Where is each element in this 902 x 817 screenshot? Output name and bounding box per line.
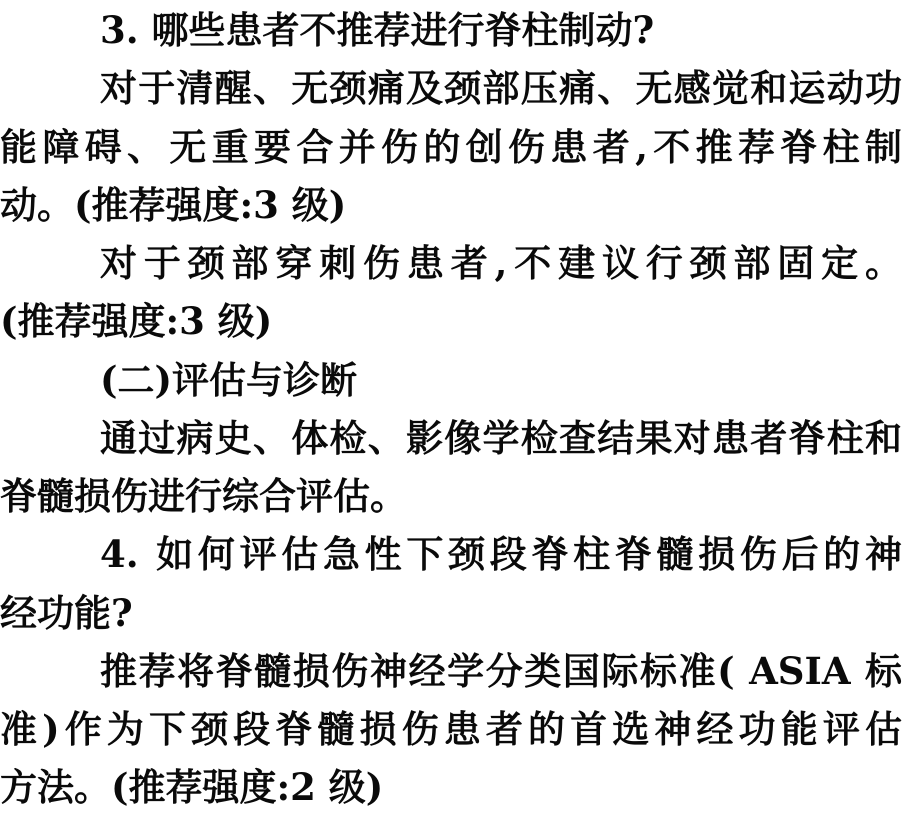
section-heading-evaluation-diagnosis: (二)评估与诊断 bbox=[100, 357, 358, 402]
recommendation-no-immobilization-line-1: 对于清醒、无颈痛及颈部压痛、无感觉和运动功 bbox=[100, 66, 902, 111]
question-4-heading-line-1: 4. 如何评估急性下颈段脊柱脊髓损伤后的神 bbox=[100, 532, 902, 577]
recommendation-penetrating-neck-line-2: (推荐强度:3 级) bbox=[0, 299, 273, 344]
recommendation-penetrating-neck-line-1: 对于颈部穿刺伤患者,不建议行颈部固定。 bbox=[100, 241, 902, 286]
asia-standard-recommendation-line-1: 推荐将脊髓损伤神经学分类国际标准( ASIA 标 bbox=[100, 648, 902, 693]
question-4-heading-line-2: 经功能? bbox=[0, 590, 133, 635]
recommendation-no-immobilization-line-2: 能障碍、无重要合并伤的创伤患者,不推荐脊柱制 bbox=[0, 124, 902, 169]
question-3-heading: 3. 哪些患者不推荐进行脊柱制动? bbox=[100, 8, 655, 52]
evaluation-overview-line-1: 通过病史、体检、影像学检查结果对患者脊柱和 bbox=[100, 415, 902, 460]
recommendation-no-immobilization-line-3: 动。(推荐强度:3 级) bbox=[0, 182, 347, 227]
evaluation-overview-line-2: 脊髓损伤进行综合评估。 bbox=[0, 474, 407, 519]
asia-standard-recommendation-line-2: 准)作为下颈段脊髓损伤患者的首选神经功能评估 bbox=[0, 707, 902, 752]
asia-standard-recommendation-line-3: 方法。(推荐强度:2 级) bbox=[0, 765, 384, 810]
